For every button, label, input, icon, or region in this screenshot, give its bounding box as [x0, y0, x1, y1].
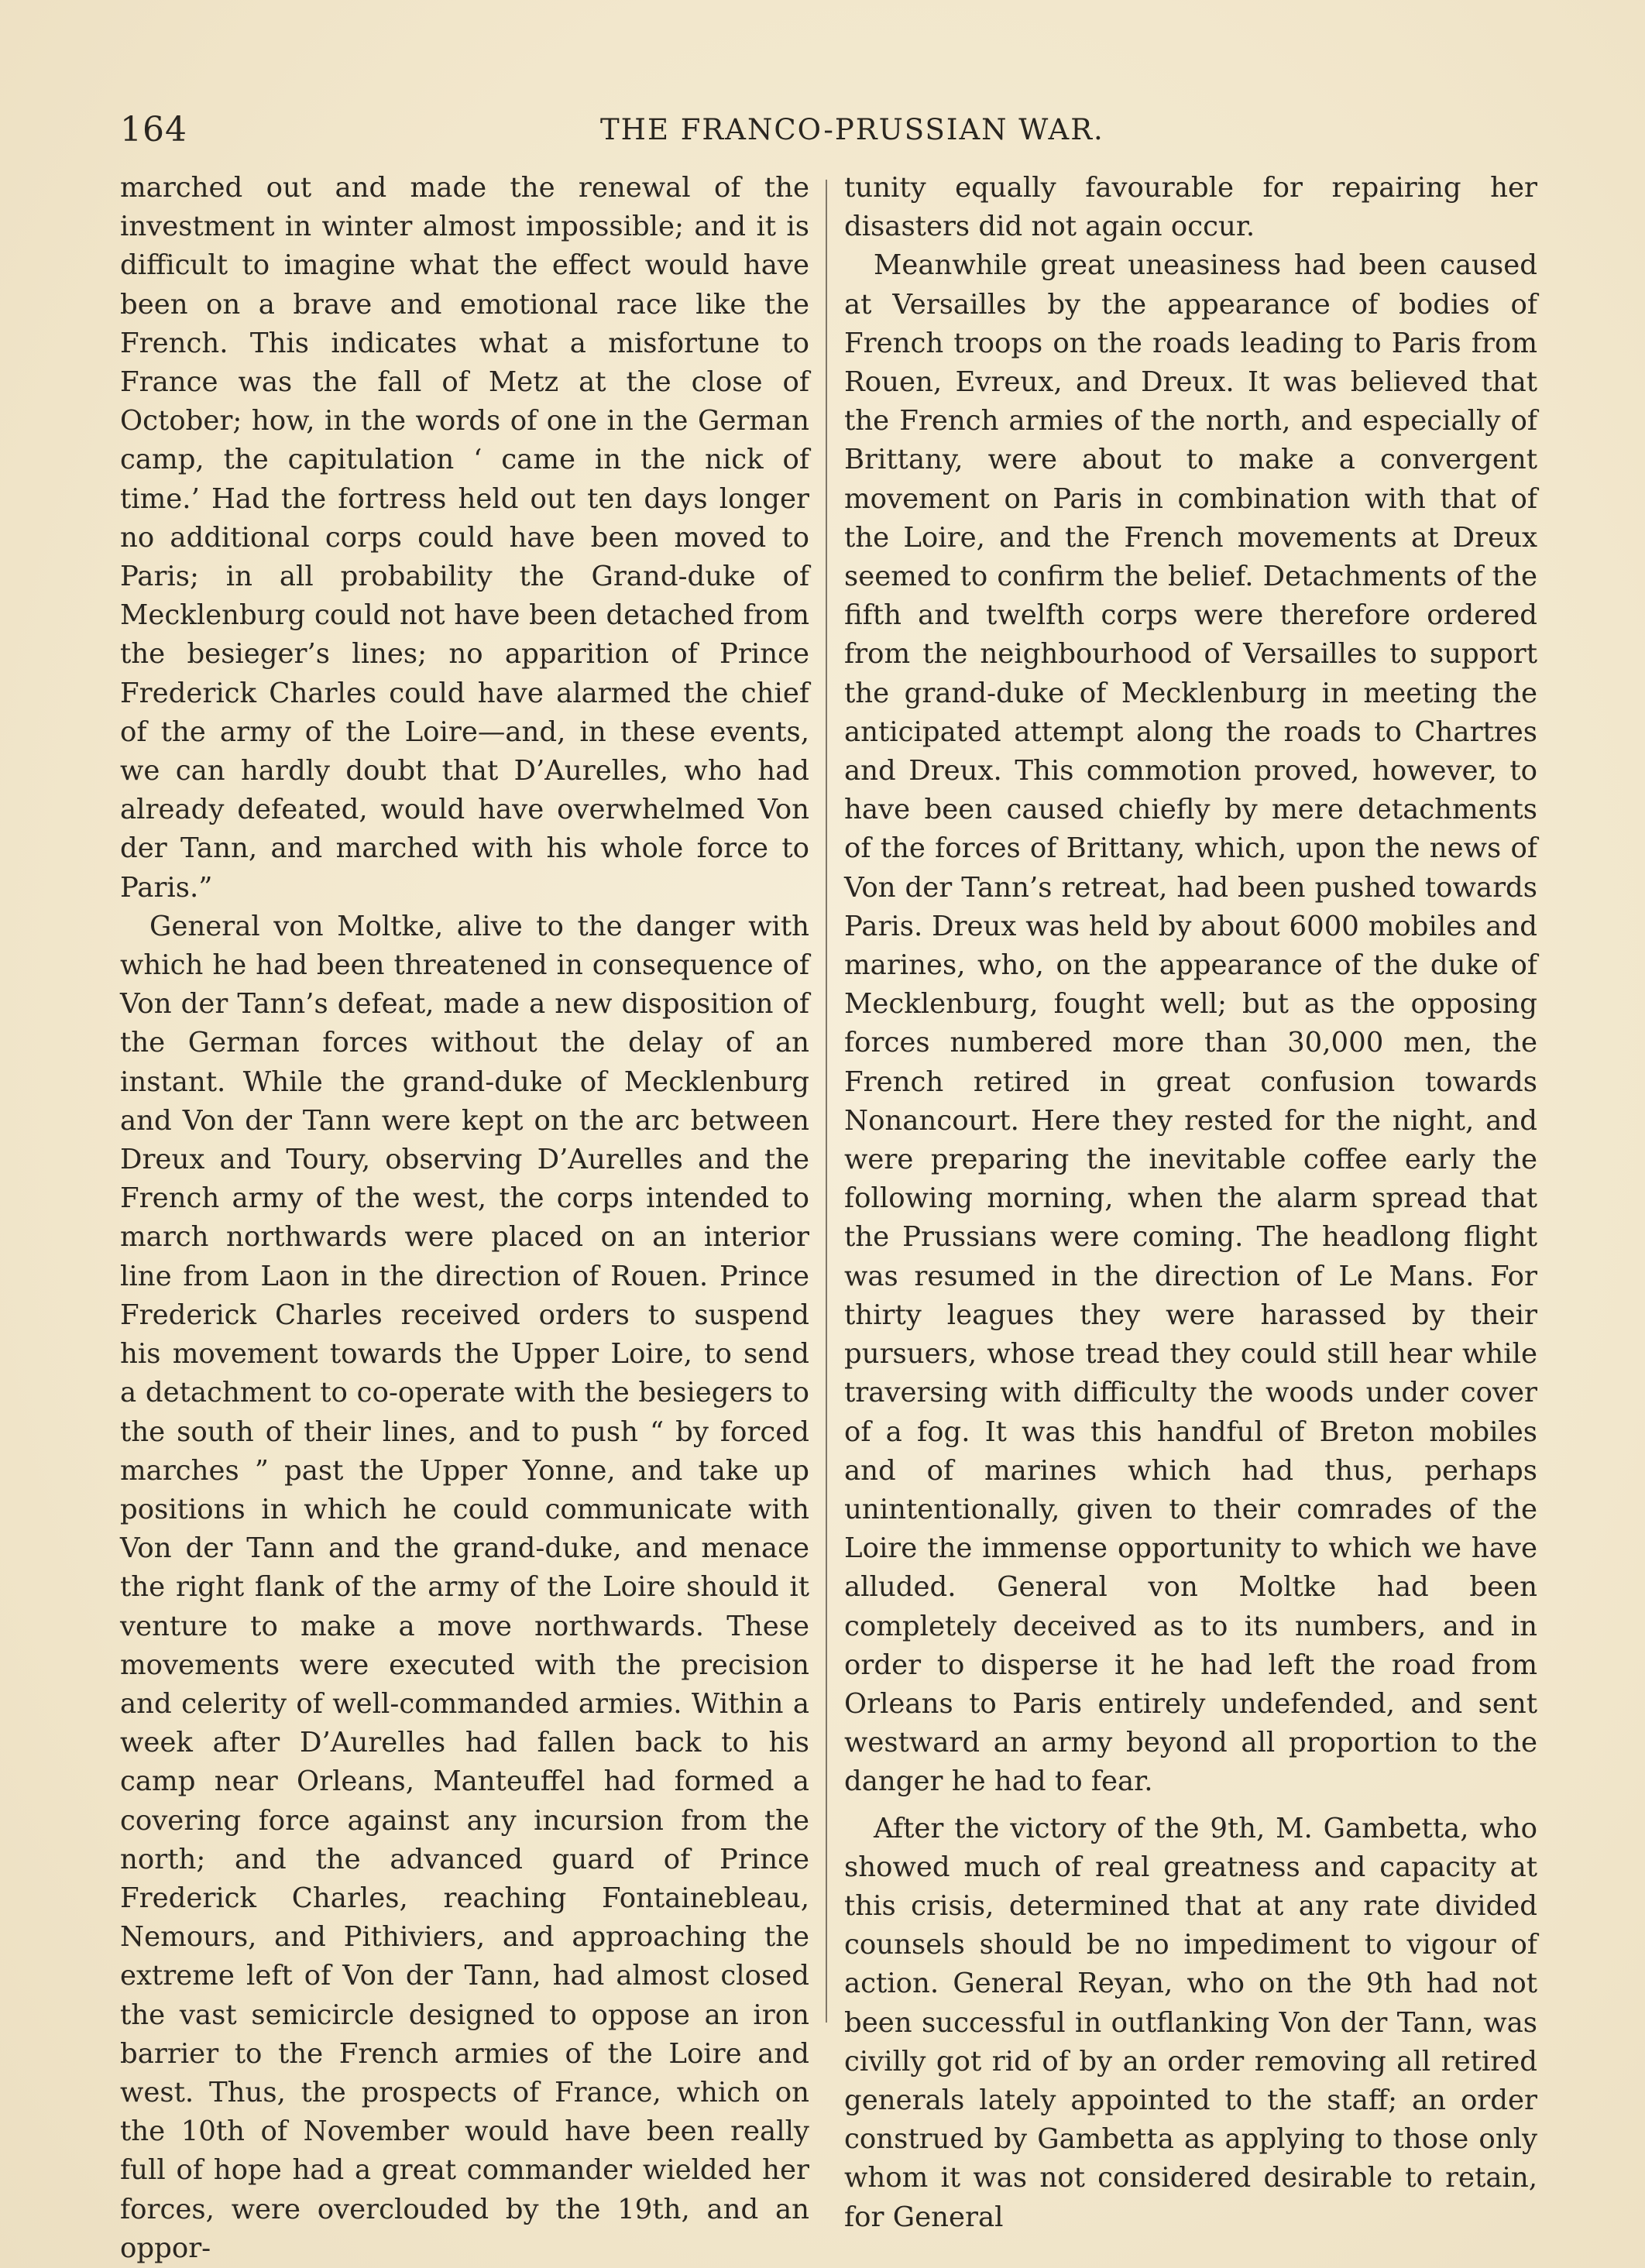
left-column	[120, 169, 809, 2268]
column-divider	[826, 180, 827, 2023]
right-column	[844, 169, 1537, 2237]
page-number: 164	[120, 110, 187, 149]
running-title: THE FRANCO-PRUSSIAN WAR.	[600, 113, 1104, 146]
paragraph: Meanwhile great uneasiness had been caused at Versailles by the appearance of bodies of French troops on the roads leading to Paris from Rouen, Evreux, and Dreux. It was believed that the French armies of the north, and especially of Brittany, were about to make a convergent movement on Paris in combination with that of the Loire, and the French movements at Dreux seemed to confirm the belief. Detachments of the fifth and twelfth corps were therefore ordered from the neighbourhood of Versailles to support the grand-duke of Mecklenburg in meeting the anticipated attempt along the roads to Chartres and Dreux. This commotion proved, however, to have been caused chiefly by mere detachments of the forces of Brittany, which, upon the news of Von der Tann’s retreat, had been pushed towards Paris. Dreux was held by about 6000 mobiles and marines, who, on the appearance of the duke of Mecklenburg, fought well; but as the opposing forces numbered more than 30,000 men, the French retired in great confusion towards Nonancourt. Here they rested for the night, and were preparing the inevitable coffee early the following morning, when the alarm spread that the Prussians were coming. The headlong flight was resumed in the direction of Le Mans. For thirty leagues they were harassed by their pursuers, whose tread they could still hear while traversing with difficulty the woods under cover of a fog. It was this handful of Breton mobiles and of marines which had thus, perhaps unintentionally, given to their comrades of the Loire the immense opportunity to which we have alluded. General von Moltke had been completely deceived as to its numbers, and in order to disperse it he had left the road from Orleans to Paris entirely undefended, and sent westward an army beyond all proportion to the danger he had to fear.	[844, 249, 1537, 1798]
paragraph: marched out and made the renewal of the investment in winter almost impossible; and it is difficult to imagine what the effect would have been on a brave and emotional race like the French. This indicates what a misfortune to France was the fall of Metz at the close of October; how, in the words of one in the German camp, the capitulation ‘ came in the nick of time.’ Had the fortress held out ten days longer no additional corps could have been moved to Paris; in all probability the Grand-duke of Mecklenburg could not have been detached from the besieger’s lines; no apparition of Prince Frederick Charles could have alarmed the chief of the army of the Loire—and, in these events, we can hardly doubt that D’Aurelles, who had already defeated, would have overwhelmed Von der Tann, and marched with his whole force to Paris.”	[120, 172, 809, 904]
paragraph: tunity equally favourable for repairing her disasters did not again occur.	[844, 172, 1537, 243]
paragraph: After the victory of the 9th, M. Gambetta, who showed much of real greatness and capacity at this crisis, determined that at any rate divided counsels should be no impediment to vigour of action. General Reyan, who on the 9th had not been successful in outflanking Von der Tann, was civilly got rid of by an order removing all retired generals lately appointed to the staff; an order construed by Gambetta as applying to those only whom it was not considered desirable to retain, for General	[844, 1812, 1537, 2233]
page-header	[120, 110, 1537, 156]
paragraph: General von Moltke, alive to the danger with which he had been threatened in consequence of Von der Tann’s defeat, made a new disposition of the German forces without the delay of an instant. While the grand-duke of Mecklenburg and Von der Tann were kept on the arc between Dreux and Toury, observing D’Aurelles and the French army of the west, the corps intended to march northwards were placed on an interior line from Laon in the direction of Rouen. Prince Frederick Charles received orders to suspend his movement towards the Upper Loire, to send a detachment to co-operate with the besiegers to the south of their lines, and to push “ by forced marches ” past the Upper Yonne, and take up positions in which he could communicate with Von der Tann and the grand-duke, and menace the right flank of the army of the Loire should it venture to make a move northwards. These movements were executed with the precision and celerity of well-commanded armies. Within a week after D’Aurelles had fallen back to his camp near Orleans, Manteuffel had formed a covering force against any incursion from the north; and the advanced guard of Prince Frederick Charles, reaching Fontainebleau, Nemours, and Pithiviers, and approaching the extreme left of Von der Tann, had almost closed the vast semicircle designed to oppose an iron barrier to the French armies of the Loire and west. Thus, the prospects of France, which on the 10th of November would have been really full of hope had a great commander wielded her forces, were overclouded by the 19th, and an oppor-	[120, 910, 809, 2264]
